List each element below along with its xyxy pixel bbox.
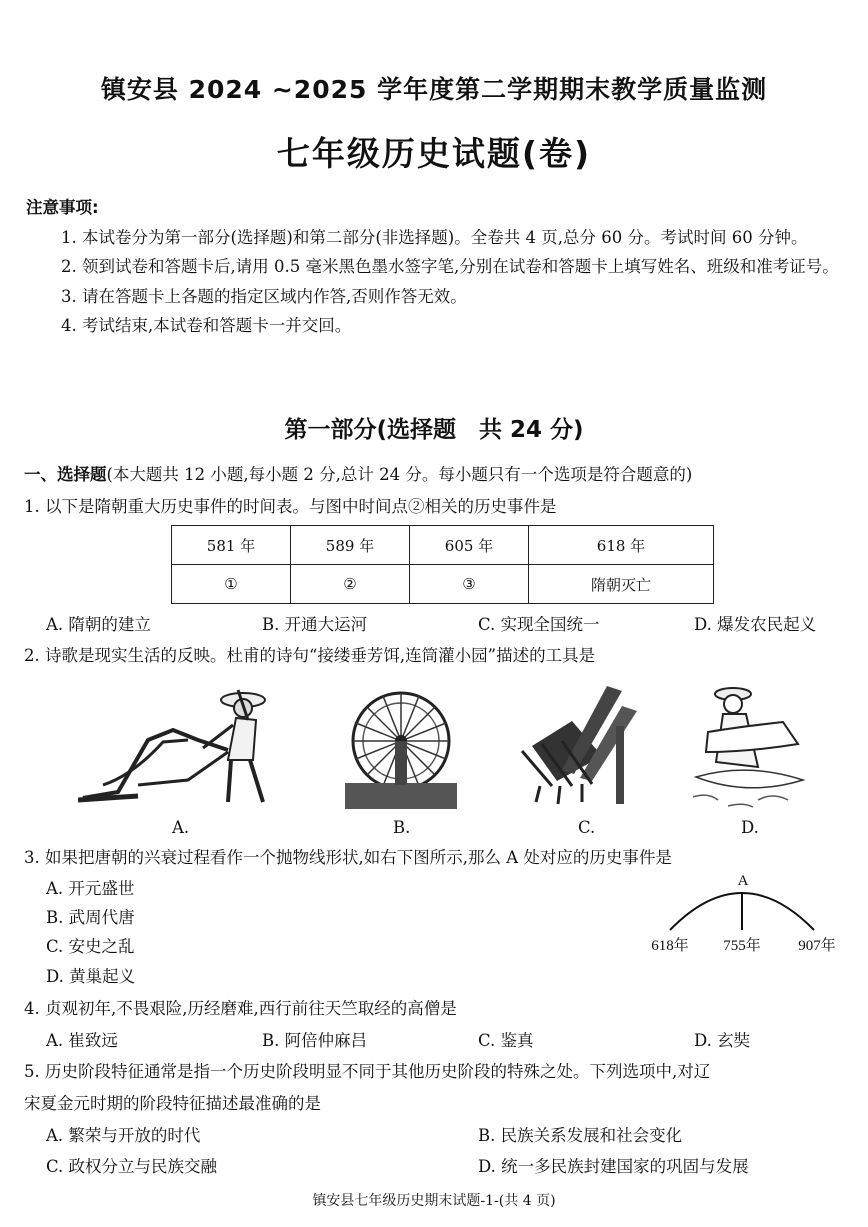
- question-5-option-d: D. 统一多民族封建国家的巩固与发展: [478, 1157, 749, 1176]
- tang-parabola-diagram: [642, 868, 850, 958]
- question-4-option-b: B. 阿倍仲麻吕: [262, 1031, 368, 1050]
- note-item: 1. 本试卷分为第一部分(选择题)和第二部分(非选择题)。全卷共 4 页,总分 60 分。考试时间 60 分钟。: [61, 227, 808, 247]
- image-label-d: D.: [741, 818, 759, 837]
- table-cell-year: 605 年: [410, 526, 529, 565]
- question-5-stem-line2: 宋夏金元时期的阶段特征描述最准确的是: [24, 1094, 321, 1113]
- question-5-option-b: B. 民族关系发展和社会变化: [478, 1126, 683, 1145]
- sui-timeline-table: [171, 525, 714, 604]
- exam-header-title: 镇安县 2024 ~2025 学年度第二学期期末教学质量监测: [100, 75, 768, 104]
- question-3-option-c: C. 安史之乱: [46, 937, 135, 956]
- question-3-option-b: B. 武周代唐: [46, 908, 135, 927]
- page-footer: 镇安县七年级历史期末试题-1-(共 4 页): [312, 1193, 556, 1209]
- notes-section: [26, 193, 841, 341]
- question-4-option-a: A. 崔致远: [46, 1031, 118, 1050]
- parabola-mid-label: 755年: [723, 938, 761, 954]
- question-3-option-d: D. 黄巢起义: [46, 967, 136, 986]
- table-cell-event: 隋朝灭亡: [529, 565, 714, 604]
- question-1-option-d: D. 爆发农民起义: [694, 615, 817, 634]
- question-2-stem: 2. 诗歌是现实生活的反映。杜甫的诗句“接缕垂芳饵,连筒灌小园”描述的工具是: [24, 646, 596, 665]
- table-cell-year: 581 年: [172, 526, 291, 565]
- plough-farmer-image: [78, 680, 293, 810]
- table-cell-event: ③: [410, 565, 529, 604]
- table-cell-event: ②: [291, 565, 410, 604]
- note-item: 2. 领到试卷和答题卡后,请用 0.5 毫米黑色墨水签字笔,分别在试卷和答题卡上填写姓名、班级和准考证号。: [61, 257, 839, 276]
- exam-subtitle: 七年级历史试题(卷): [276, 134, 592, 173]
- section-heading-line: [24, 461, 692, 485]
- image-label-c: C.: [578, 818, 596, 837]
- water-wheel-image: [345, 683, 460, 811]
- parabola-end-label: 907年: [798, 938, 836, 954]
- question-3-option-a: A. 开元盛世: [46, 879, 135, 898]
- note-item: 3. 请在答题卡上各题的指定区域内作答,否则作答无效。: [61, 286, 467, 306]
- table-cell-year: 618 年: [529, 526, 714, 565]
- table-cell-event: ①: [172, 565, 291, 604]
- question-1-option-c: C. 实现全国统一: [478, 615, 600, 634]
- question-3-stem: 3. 如果把唐朝的兴衰过程看作一个抛物线形状,如右下图所示,那么 A 处对应的历史事件是: [24, 848, 672, 867]
- table-cell-year: 589 年: [291, 526, 410, 565]
- image-label-a: A.: [172, 818, 190, 837]
- parabola-start-label: 618年: [651, 938, 689, 954]
- weaving-woman-image: [688, 682, 813, 812]
- section-heading: 一、选择题: [24, 465, 107, 484]
- part-one-title: 第一部分(选择题 共 24 分): [284, 417, 584, 443]
- question-5-option-a: A. 繁荣与开放的时代: [46, 1126, 201, 1145]
- notes-heading: 注意事项:: [26, 198, 99, 217]
- parabola-peak-label: A: [737, 873, 749, 889]
- seed-drill-image: [512, 686, 647, 808]
- question-4-option-d: D. 玄奘: [694, 1031, 751, 1050]
- question-1-option-a: A. 隋朝的建立: [46, 615, 151, 634]
- section-note: (本大题共 12 小题,每小题 2 分,总计 24 分。每小题只有一个选项是符合题意的): [106, 465, 693, 484]
- note-item: 4. 考试结束,本试卷和答题卡一并交回。: [61, 316, 352, 335]
- question-5-stem-line1: 5. 历史阶段特征通常是指一个历史阶段明显不同于其他历史阶段的特殊之处。下列选项中,对辽: [24, 1062, 711, 1081]
- image-label-b: B.: [393, 818, 411, 837]
- question-4-option-c: C. 鉴真: [478, 1031, 534, 1050]
- question-5-option-c: C. 政权分立与民族交融: [46, 1157, 218, 1176]
- question-1-option-b: B. 开通大运河: [262, 615, 368, 634]
- question-4-stem: 4. 贞观初年,不畏艰险,历经磨难,西行前往天竺取经的高僧是: [24, 999, 457, 1018]
- question-1-stem: 1. 以下是隋朝重大历史事件的时间表。与图中时间点②相关的历史事件是: [24, 497, 557, 516]
